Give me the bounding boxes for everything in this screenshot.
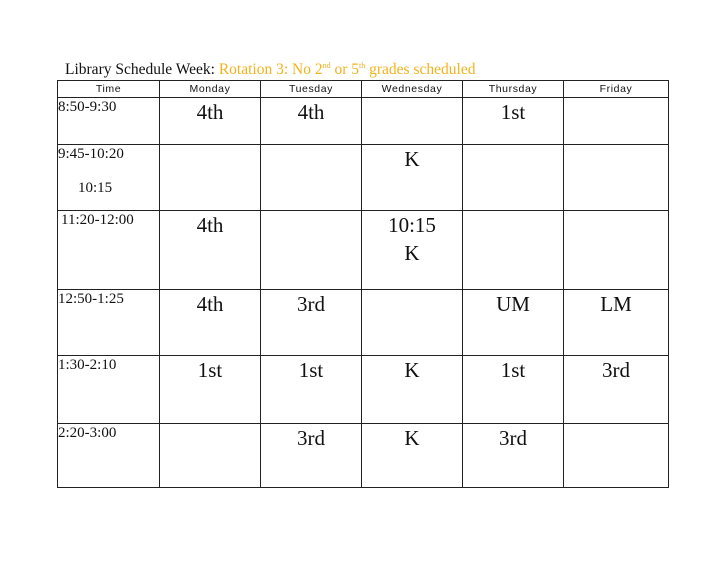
schedule-cell bbox=[160, 424, 261, 488]
time-cell: 8:50-9:30 bbox=[58, 98, 160, 145]
schedule-cell bbox=[261, 145, 362, 211]
header-tuesday: Tuesday bbox=[261, 81, 362, 98]
schedule-cell bbox=[261, 211, 362, 290]
schedule-cell: K bbox=[362, 424, 463, 488]
schedule-cell: 3rd bbox=[463, 424, 564, 488]
schedule-cell bbox=[160, 145, 261, 211]
time-cell: 1:30-2:10 bbox=[58, 356, 160, 424]
schedule-cell: 1st bbox=[160, 356, 261, 424]
table-row bbox=[58, 98, 669, 145]
schedule-cell: 3rd bbox=[261, 424, 362, 488]
header-monday: Monday bbox=[160, 81, 261, 98]
schedule-cell bbox=[362, 290, 463, 356]
time-cell: 9:45-10:20 10:15 bbox=[58, 145, 160, 211]
header-row bbox=[58, 81, 669, 98]
header-wednesday: Wednesday bbox=[362, 81, 463, 98]
table-row bbox=[58, 290, 669, 356]
schedule-cell bbox=[463, 145, 564, 211]
schedule-cell: 3rd bbox=[564, 356, 669, 424]
schedule-cell bbox=[564, 98, 669, 145]
rotation-note: Rotation 3: No 2nd or 5th grades scheduled bbox=[218, 61, 476, 78]
schedule-table bbox=[57, 80, 669, 488]
schedule-cell: 10:15 K bbox=[362, 211, 463, 290]
schedule-cell: LM bbox=[564, 290, 669, 356]
page-title bbox=[65, 61, 475, 79]
schedule-cell: K bbox=[362, 356, 463, 424]
schedule-cell: 4th bbox=[261, 98, 362, 145]
table-row bbox=[58, 211, 669, 290]
schedule-cell: 3rd bbox=[261, 290, 362, 356]
schedule-cell bbox=[564, 424, 669, 488]
schedule-cell: 1st bbox=[261, 356, 362, 424]
schedule-cell bbox=[362, 98, 463, 145]
schedule-cell: 4th bbox=[160, 98, 261, 145]
table-row bbox=[58, 424, 669, 488]
time-cell: 2:20-3:00 bbox=[58, 424, 160, 488]
time-secondary: 10:15 bbox=[78, 180, 113, 196]
schedule-cell: 4th bbox=[160, 211, 261, 290]
time-cell: 11:20-12:00 bbox=[58, 211, 160, 290]
schedule-cell: 1st bbox=[463, 356, 564, 424]
table-row bbox=[58, 145, 669, 211]
schedule-cell: 1st bbox=[463, 98, 564, 145]
schedule-cell: UM bbox=[463, 290, 564, 356]
schedule-cell: 4th bbox=[160, 290, 261, 356]
time-cell: 12:50-1:25 bbox=[58, 290, 160, 356]
title-label: Library Schedule Week: bbox=[65, 61, 215, 78]
header-thursday: Thursday bbox=[463, 81, 564, 98]
schedule-cell bbox=[564, 211, 669, 290]
header-time: Time bbox=[58, 81, 160, 98]
schedule-cell: K bbox=[362, 145, 463, 211]
header-friday: Friday bbox=[564, 81, 669, 98]
table-row bbox=[58, 356, 669, 424]
schedule-cell bbox=[463, 211, 564, 290]
schedule-cell bbox=[564, 145, 669, 211]
